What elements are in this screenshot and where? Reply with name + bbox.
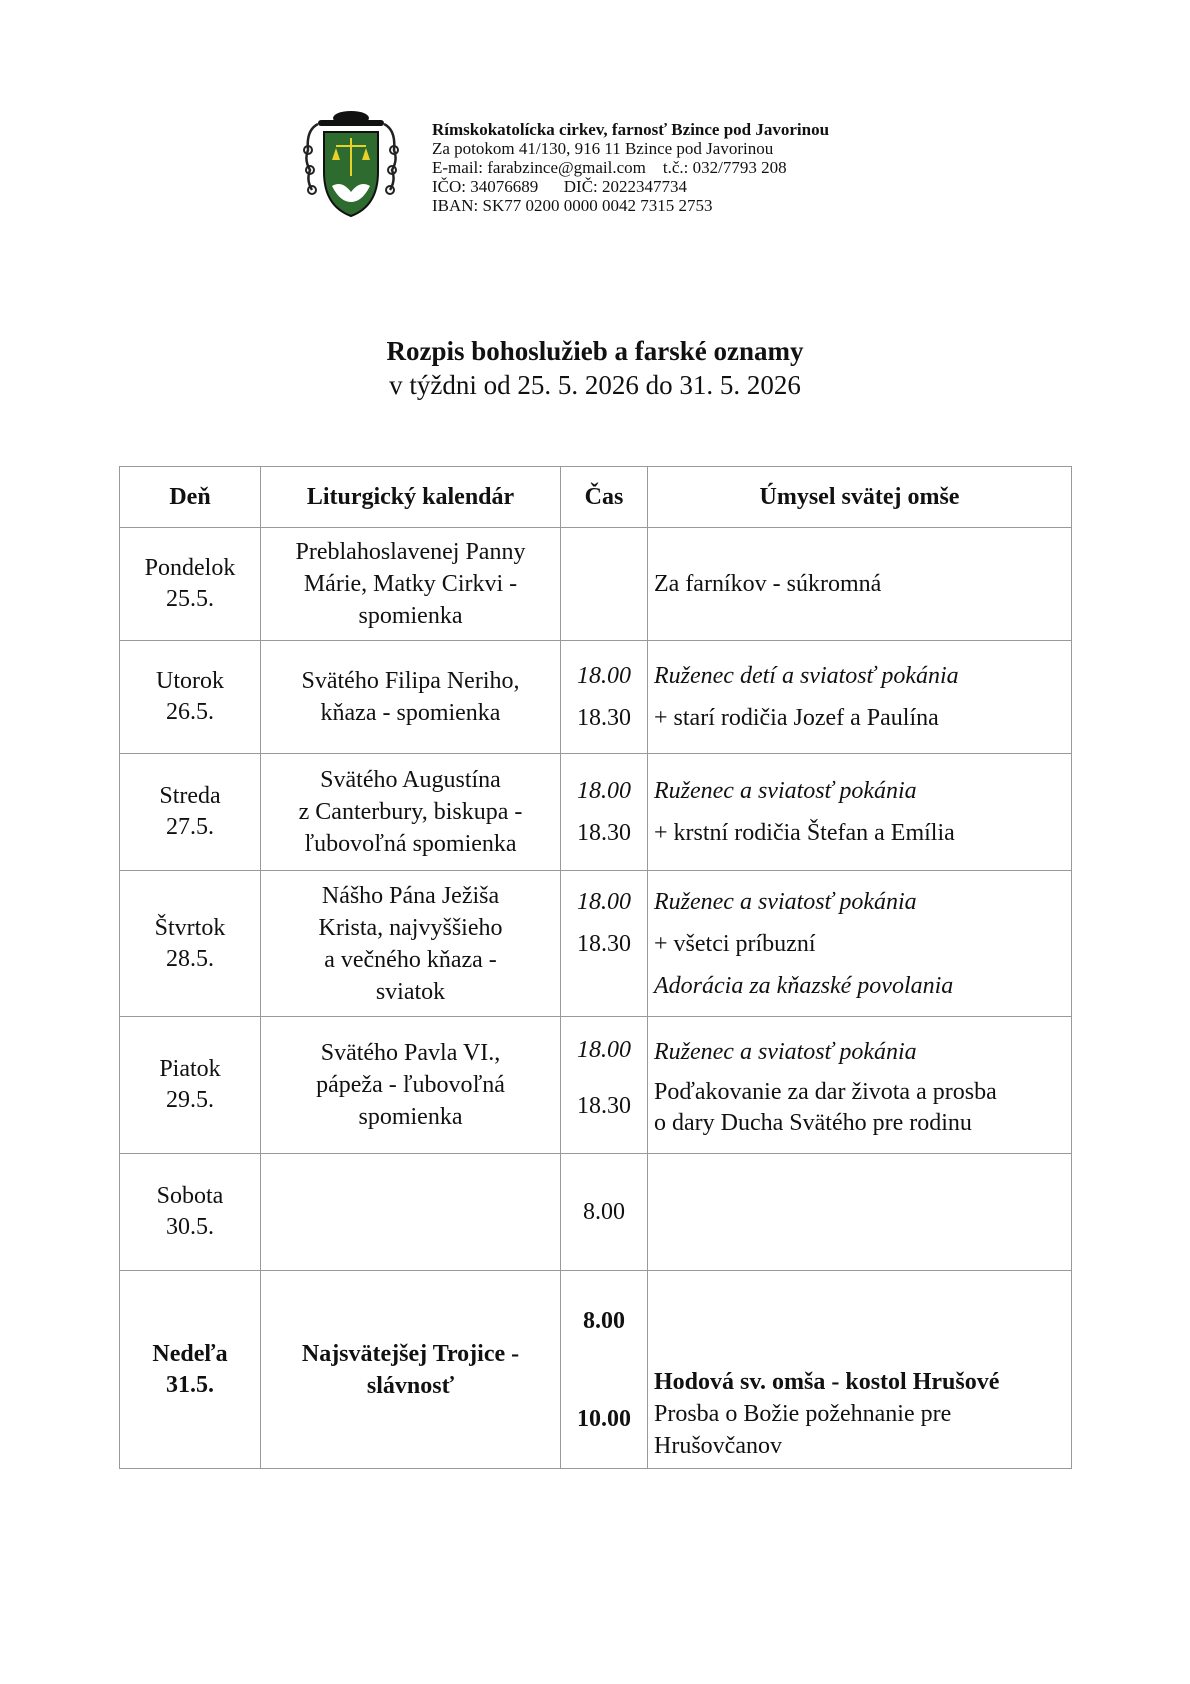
table-row [120,871,1072,1017]
header-liturgical-calendar: Liturgický kalendár [261,467,561,528]
day-name: Piatok [159,1056,221,1082]
intention-cell: Ruženec a sviatosť pokánia Poďakovanie za dar života a prosba o dary Ducha Svätého pre rodinu [648,1017,1072,1154]
iban: IBAN: SK77 0200 0000 0042 7315 2753 [432,196,713,215]
header-time: Čas [561,467,648,528]
liturgical-cell: Svätého Augustína z Canterbury, biskupa - ľubovoľná spomienka [261,754,561,871]
day-cell [120,528,261,641]
day-name: Sobota [156,1183,224,1209]
ico-dic: IČO: 34076689 DIČ: 2022347734 [432,177,687,196]
day-cell [120,1154,261,1271]
table-row [120,754,1072,871]
schedule-table [119,466,1072,1469]
time-cell: 8.00 [561,1154,648,1271]
organization-name: Rímskokatolícka cirkev, farnosť Bzince pod Javorinou [432,120,830,139]
day-cell [120,1271,261,1469]
time-cell: 18.00 18.30 [561,871,648,1017]
intention-cell: Ruženec a sviatosť pokánia + všetci príbuzní Adorácia za kňazské povolania [648,871,1072,1017]
table-row [120,1271,1072,1469]
intention-cell: Hodová sv. omša - kostol Hrušové Prosba o Božie požehnanie pre Hrušovčanov [648,1271,1072,1469]
table-row [120,641,1072,754]
day-cell [120,1017,261,1154]
day-name: Streda [159,783,221,809]
time-cell: 18.00 18.30 [561,754,648,871]
day-name: Štvrtok [154,914,226,941]
address: Za potokom 41/130, 916 11 Bzince pod Javorinou [432,139,774,158]
day-date: 27.5. [166,814,214,840]
document-title: Rozpis bohoslužieb a farské oznamy [386,336,804,366]
intention-cell: Za farníkov - súkromná [648,528,1072,641]
header-mass-intention: Úmysel svätej omše [648,467,1072,528]
day-name: Utorok [156,668,224,694]
day-name: Nedeľa [152,1340,228,1367]
day-date: 30.5. [166,1214,214,1240]
liturgical-cell [261,1154,561,1271]
intention-cell: Ruženec detí a sviatosť pokánia + starí rodičia Jozef a Paulína [648,641,1072,754]
parish-coat-of-arms-icon [296,110,406,220]
day-date: 29.5. [166,1087,214,1113]
title-block [0,334,1190,402]
time-cell: 18.00 18.30 [561,1017,648,1154]
table-row [120,1154,1072,1271]
day-cell [120,871,261,1017]
table-header-row [120,467,1072,528]
day-name: Pondelok [144,555,236,581]
day-cell [120,641,261,754]
document-subtitle: v týždni od 25. 5. 2026 do 31. 5. 2026 [389,370,801,400]
table-row [120,1017,1072,1154]
intention-cell: Ruženec a sviatosť pokánia + krstní rodičia Štefan a Emília [648,754,1072,871]
intention-cell [648,1154,1072,1271]
time-cell: 8.00 10.00 [561,1271,648,1469]
day-date: 31.5. [166,1371,214,1398]
table-row [120,528,1072,641]
day-date: 25.5. [166,586,214,612]
day-date: 28.5. [166,945,214,972]
liturgical-cell: Preblahoslavenej Panny Márie, Matky Cirkvi - spomienka [261,528,561,641]
time-cell: 18.00 18.30 [561,641,648,754]
header-day: Deň [120,467,261,528]
letterhead [296,110,996,220]
liturgical-cell: Svätého Filipa Neriho, kňaza - spomienka [261,641,561,754]
day-cell [120,754,261,871]
liturgical-cell: Svätého Pavla VI., pápeža - ľubovoľná spomienka [261,1017,561,1154]
liturgical-cell: Najsvätejšej Trojice - slávnosť [261,1271,561,1469]
day-date: 26.5. [166,699,214,725]
liturgical-cell: Nášho Pána Ježiša Krista, najvyššieho a večného kňaza - sviatok [261,871,561,1017]
email-phone: E-mail: farabzince@gmail.com t.č.: 032/7793 208 [432,158,787,177]
time-cell [561,528,648,641]
